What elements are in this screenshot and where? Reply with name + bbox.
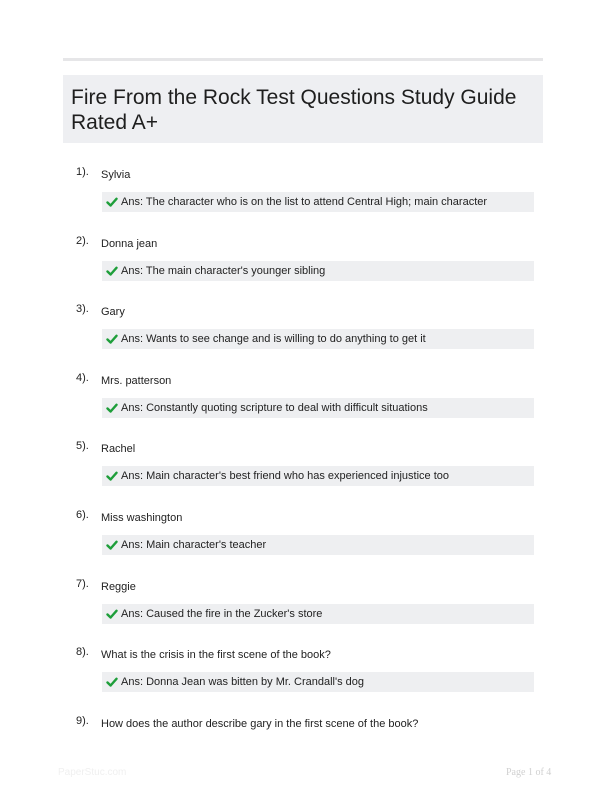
question-text: Rachel — [101, 443, 136, 456]
question-text: Sylvia — [101, 169, 131, 181]
question-text: Miss washington — [101, 511, 183, 524]
question-text: What is the crisis in the first scene of the book? — [101, 649, 331, 662]
question-number: 1). — [76, 166, 89, 178]
answer-box — [102, 398, 534, 418]
answer-box — [102, 329, 534, 349]
answer-text: Ans: Donna Jean was bitten by Mr. Crandall's dog — [121, 676, 365, 689]
answer-text: Ans: Constantly quoting scripture to deal with difficult situations — [121, 401, 428, 414]
page-number: Page 1 of 4 — [506, 767, 552, 778]
question-item — [63, 646, 543, 715]
answer-text: Ans: Wants to see change and is willing to do anything to get it — [121, 333, 426, 346]
question-number: 6). — [76, 508, 89, 521]
question-item — [63, 372, 543, 441]
answer-text: Ans: Main character's teacher — [121, 538, 267, 551]
question-list — [63, 166, 543, 783]
footer-watermark: PaperStuc.com — [58, 767, 127, 778]
checkmark-icon — [106, 402, 118, 414]
question-text: Gary — [101, 306, 125, 319]
question-item — [63, 440, 543, 509]
question-item — [63, 235, 543, 304]
question-number: 7). — [76, 577, 89, 590]
question-text: Reggie — [101, 580, 136, 593]
question-item — [63, 715, 543, 784]
answer-text: Ans: The main character's younger sibling — [121, 264, 326, 277]
answer-box — [102, 604, 534, 624]
answer-box — [102, 672, 534, 692]
checkmark-icon — [106, 265, 118, 277]
checkmark-icon — [106, 676, 118, 688]
question-text: How does the author describe gary in the first scene of the book? — [101, 717, 419, 730]
question-number: 8). — [76, 646, 89, 659]
checkmark-icon — [106, 608, 118, 620]
question-number: 3). — [76, 303, 89, 316]
answer-box — [102, 535, 534, 555]
checkmark-icon — [106, 470, 118, 482]
answer-text: Ans: Main character's best friend who has experienced injustice too — [121, 470, 449, 483]
title-banner — [63, 75, 543, 143]
question-number: 2). — [76, 234, 89, 247]
checkmark-icon — [106, 196, 118, 208]
question-text: Donna jean — [101, 237, 158, 250]
checkmark-icon — [106, 539, 118, 551]
question-text: Mrs. patterson — [101, 374, 172, 387]
question-number: 5). — [76, 440, 89, 453]
question-number: 4). — [76, 371, 89, 384]
answer-box — [102, 261, 534, 281]
answer-text: Ans: The character who is on the list to attend Central High; main character — [121, 196, 488, 208]
answer-text: Ans: Caused the fire in the Zucker's store — [121, 607, 323, 620]
question-item — [63, 166, 543, 235]
top-divider — [63, 58, 543, 61]
question-item — [63, 578, 543, 647]
checkmark-icon — [106, 333, 118, 345]
answer-box — [102, 466, 534, 486]
question-number: 9). — [76, 714, 89, 727]
page-title: Fire From the Rock Test Questions Study Guide Rated A+ — [71, 86, 517, 134]
question-item — [63, 303, 543, 372]
question-item — [63, 509, 543, 578]
answer-box — [102, 192, 534, 212]
